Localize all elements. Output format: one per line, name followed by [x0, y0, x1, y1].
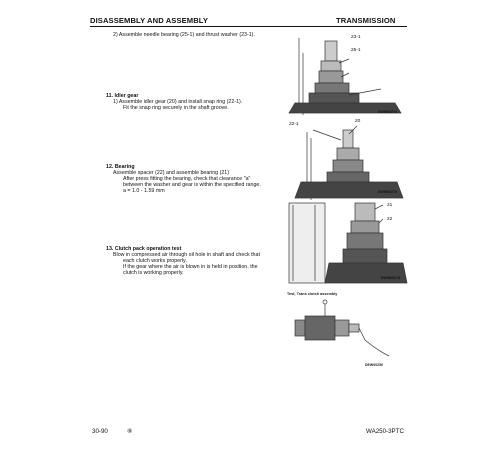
label-20: 20 — [355, 119, 361, 124]
step-13-line-4: clutch is working properly. — [123, 270, 184, 276]
step-12-line-4: a = 1.0 - 1.59 mm — [123, 188, 165, 194]
figure-1-code: DWW00274 — [378, 110, 398, 114]
step-13-title: 13. Clutch pack operation test — [106, 246, 182, 252]
figure-4-clutch-test — [285, 290, 391, 370]
label-25-1: 25-1 — [351, 48, 361, 53]
figure-4-caption: Test, Trans clutch assembly — [287, 292, 338, 296]
footer-page-number: 30-90 — [92, 428, 108, 435]
figure-2-code: DWW00276 — [378, 190, 398, 194]
step-2-text: 2) Assemble needle bearing (25-1) and thrust washer (23-1). — [113, 32, 255, 38]
step-13-line-2: each clutch works properly. — [123, 258, 187, 264]
figure-3-code: DWW00278 — [381, 276, 401, 280]
header-left: DISASSEMBLY AND ASSEMBLY — [90, 16, 209, 25]
figure-4-code: DEW00250 — [365, 363, 384, 367]
figure-2-idler-gear — [285, 118, 415, 202]
step-12-line-3: between the washer and gear is within the specified range. — [123, 182, 261, 188]
step-11-line-2: Fit the snap ring securely in the shaft groove. — [123, 105, 229, 111]
step-12-line-2: After press fitting the bearing, check that clearance "a" — [123, 176, 251, 182]
footer-revision-mark: ⑧ — [127, 428, 133, 435]
step-11-title: 11. Idler gear — [106, 93, 139, 99]
header-rule — [90, 26, 407, 27]
footer-model: WA250-3PTC — [366, 428, 404, 435]
label-22: 22 — [387, 217, 393, 222]
step-12-line-1: Assemble spacer (22) and assemble bearing (21) — [113, 170, 230, 176]
label-21: 21 — [387, 203, 393, 208]
header-right: TRANSMISSION — [336, 16, 396, 25]
label-23-1: 23-1 — [351, 35, 361, 40]
step-13-line-1: Blow in compressed air through oil hole in shaft and check that — [113, 252, 260, 258]
step-12-title: 12. Bearing — [106, 164, 135, 170]
figure-1-needle-bearing — [285, 33, 415, 117]
step-13-line-3: If the gear where the air is blown in is held in position, the — [123, 264, 258, 270]
step-11-line-1: 1) Assemble idler gear (20) and install snap ring (22-1). — [113, 99, 243, 105]
label-22-1: 22-1 — [289, 122, 299, 127]
figure-3-bearing — [285, 201, 415, 285]
